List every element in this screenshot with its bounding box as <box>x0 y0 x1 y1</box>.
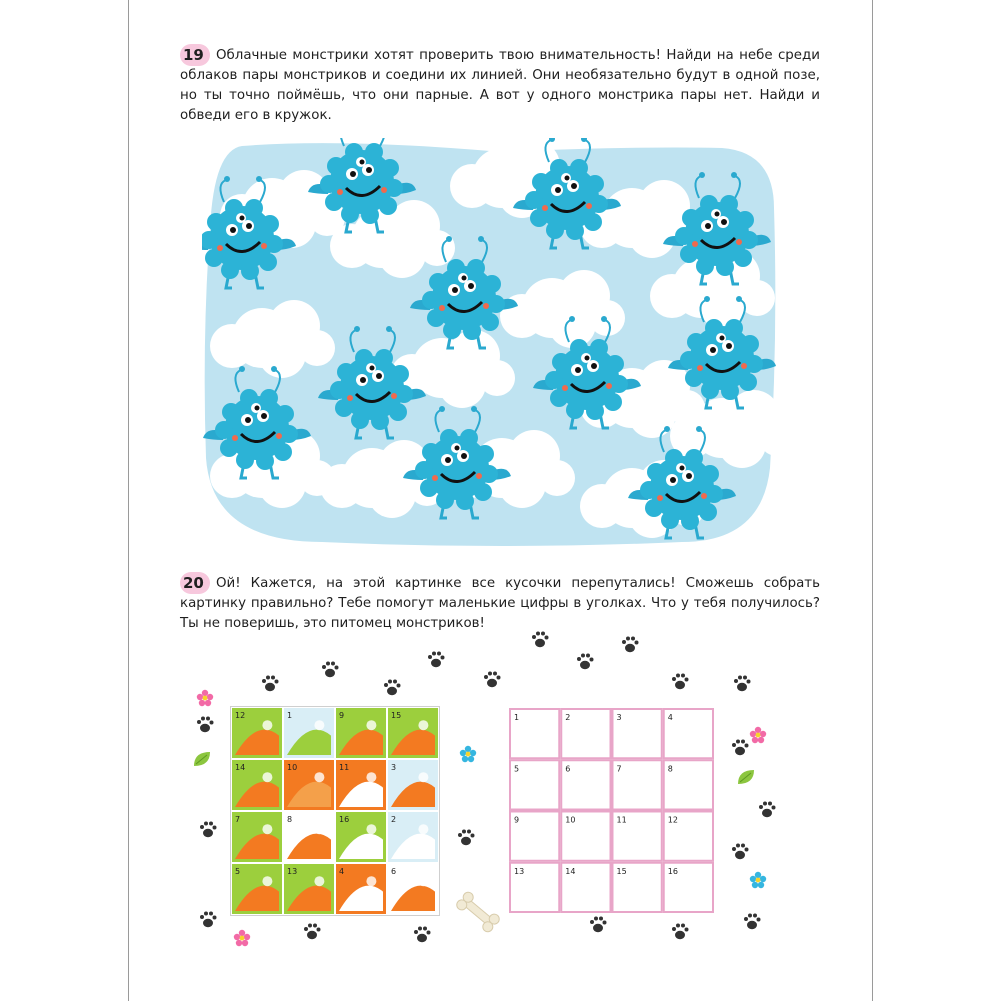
task-instructions: Ой! Кажется, на этой картинке все кусочки перепутались! Сможешь собрать картинку правильно? Тебе помогут маленькие цифры в уголках. Что у тебя получилось? Ты не поверишь, это питомец монстриков! <box>180 576 820 631</box>
tile-number: 8 <box>287 815 293 824</box>
cell-number: 12 <box>667 815 678 825</box>
grid-cell[interactable] <box>561 760 610 809</box>
puzzle-tile <box>388 812 438 862</box>
puzzle-tile <box>388 864 438 914</box>
puzzle-tile <box>336 812 386 862</box>
puzzle-tile <box>284 864 334 914</box>
tile-number: 10 <box>287 763 298 772</box>
tile-number: 12 <box>235 711 246 720</box>
task-19 <box>180 44 820 126</box>
grid-cell[interactable] <box>613 812 662 861</box>
puzzle-tile <box>388 708 438 758</box>
task-instructions: Облачные монстрики хотят проверить твою внимательность! Найди на небе среди облаков пары монстриков и соедини их линией. Они необязательно будут в одной позе, но ты точно поймёшь, что они парные. А вот у одного монстрика пары нет. Найди и обведи его в кружок. <box>180 48 820 123</box>
cell-number: 1 <box>514 713 520 722</box>
cell-number: 7 <box>616 764 622 774</box>
task-number-badge: 19 <box>180 44 210 66</box>
tile-number: 11 <box>339 763 350 772</box>
scrambled-puzzle <box>230 706 440 916</box>
grid-cell[interactable] <box>510 709 559 758</box>
sky-illustration <box>202 138 778 548</box>
task-20-text-block <box>180 572 820 634</box>
grid-cell[interactable] <box>561 709 610 758</box>
cell-number: 3 <box>616 713 622 722</box>
grid-cell[interactable] <box>664 709 713 758</box>
task-19-text-block <box>180 44 820 126</box>
puzzle-tile <box>284 760 334 810</box>
tile-number: 5 <box>235 867 241 876</box>
cell-number: 8 <box>667 764 673 774</box>
grid-cell[interactable] <box>561 812 610 861</box>
grid-cell[interactable] <box>664 760 713 809</box>
puzzle-tile <box>232 760 282 810</box>
cell-number: 14 <box>565 866 576 876</box>
cell-number: 10 <box>565 815 576 825</box>
grid-cell[interactable] <box>561 863 610 912</box>
puzzle-tile <box>232 708 282 758</box>
grid-cell[interactable] <box>613 760 662 809</box>
grid-cell[interactable] <box>510 863 559 912</box>
puzzle-tile <box>336 864 386 914</box>
tile-number: 2 <box>391 815 397 824</box>
tile-number: 4 <box>339 867 345 876</box>
answer-grid[interactable] <box>509 708 714 913</box>
grid-cell[interactable] <box>510 760 559 809</box>
grid-cell[interactable] <box>664 863 713 912</box>
puzzle-tile <box>232 812 282 862</box>
tile-number: 14 <box>235 763 246 772</box>
puzzle-tile <box>336 708 386 758</box>
puzzle-tile <box>336 760 386 810</box>
grid-cell[interactable] <box>664 812 713 861</box>
tile-number: 16 <box>339 815 350 824</box>
cell-number: 16 <box>667 866 678 876</box>
cell-number: 5 <box>514 764 520 774</box>
grid-cell[interactable] <box>510 812 559 861</box>
puzzle-tile <box>232 864 282 914</box>
cell-number: 13 <box>514 866 525 876</box>
puzzle-tile <box>388 760 438 810</box>
tile-number: 13 <box>287 867 298 876</box>
cell-number: 6 <box>565 764 571 774</box>
tile-number: 9 <box>339 711 345 720</box>
task-20 <box>180 572 820 634</box>
grid-cell[interactable] <box>613 863 662 912</box>
tile-number: 7 <box>235 815 241 824</box>
task-number-badge: 20 <box>180 572 210 594</box>
tile-number: 3 <box>391 763 397 772</box>
grid-cell[interactable] <box>613 709 662 758</box>
puzzle-tile <box>284 708 334 758</box>
cell-number: 4 <box>667 713 673 722</box>
tile-number: 1 <box>287 711 293 720</box>
puzzle-tile <box>284 812 334 862</box>
tile-number: 15 <box>391 711 402 720</box>
cell-number: 15 <box>616 866 627 876</box>
cell-number: 2 <box>565 713 571 722</box>
tile-number: 6 <box>391 867 397 876</box>
cell-number: 9 <box>514 815 520 825</box>
cell-number: 11 <box>616 815 627 825</box>
